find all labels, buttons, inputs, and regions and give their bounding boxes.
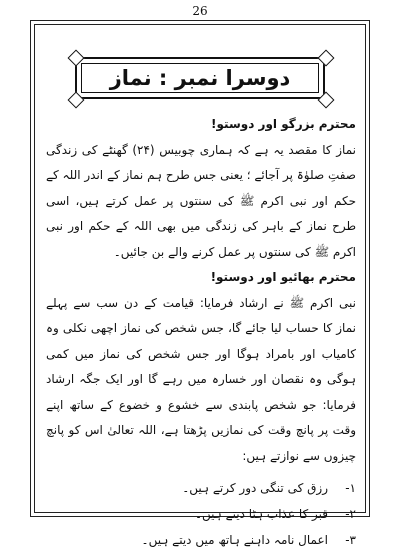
list-item	[46, 501, 356, 527]
body-text	[46, 112, 356, 553]
list-number: ۲-	[345, 507, 356, 521]
list-text: رزق کی تنگی دور کرتے ہیں۔	[182, 481, 328, 495]
salutation-heading: محترم بھائیو اور دوستو!	[210, 270, 356, 284]
benefits-list	[46, 475, 356, 553]
page-title: دوسرا نمبر : نماز	[109, 66, 291, 90]
list-item	[46, 527, 356, 553]
list-item	[46, 475, 356, 501]
list-number: ۱-	[345, 481, 356, 495]
list-text: قبر کا عذاب ہٹا دیتے ہیں۔	[195, 507, 328, 521]
list-number: ۳-	[345, 533, 356, 547]
title-box	[75, 57, 325, 99]
paragraph: نبی اکرم ﷺ نے ارشاد فرمایا: قیامت کے دن سب سے پہلے نماز کا حساب لیا جائے گا، جس شخص کی نماز اچھی نکلی وہ کامیاب اور بامراد ہوگا اور جس شخص کی نماز میں کمی ہوگی وہ نقصان اور خسارہ میں رہے گا اور ایک جگہ ارشاد فرمایا: جو شخص پابندی سے خشوع و خضوع کے ساتھ اپنے وقت پر پانچ وقت کی نمازیں پڑھتا ہے، اللہ تعالیٰ اس کو پانچ چیزوں سے نوازتے ہیں:	[46, 295, 356, 463]
salutation-heading: محترم بزرگو اور دوستو!	[211, 117, 356, 131]
paragraph: نماز کا مقصد یہ ہے کہ ہماری چوبیس (۲۴) گھنٹے کی زندگی صفتِ صلوٰۃ پر آجائے ؛ یعنی جس طرح ہم نماز کے اندر اللہ کے حکم اور نبی اکرم ﷺ کی سنتوں پر عمل کرتے ہیں، اسی طرح نماز کے باہر کی زندگی میں بھی اللہ کے حکم اور نبی اکرم ﷺ کی سنتوں پر عمل کرنے والے بن جائیں۔	[46, 142, 356, 259]
page-number: 26	[192, 4, 208, 18]
list-text: اعمال نامہ داہنے ہاتھ میں دیتے ہیں۔	[141, 533, 328, 547]
